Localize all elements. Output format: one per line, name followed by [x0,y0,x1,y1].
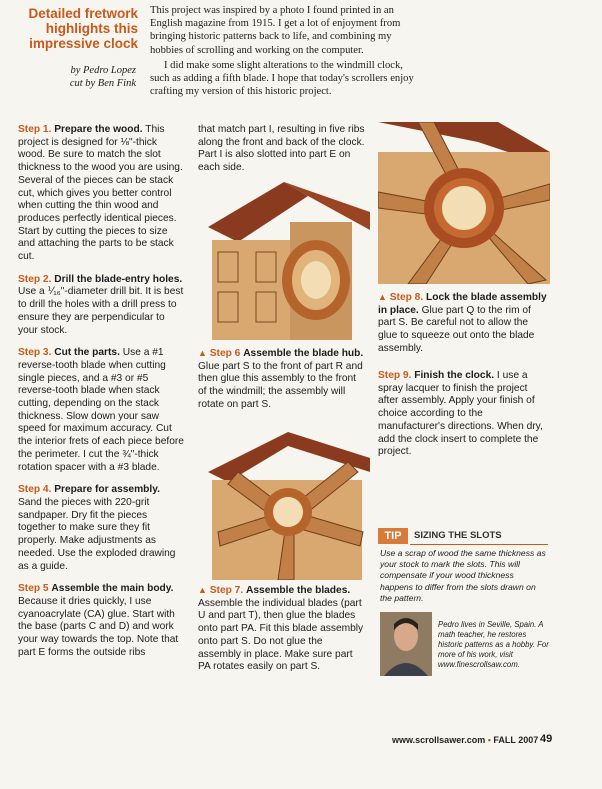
step-5-continued: that match part I, resulting in five ribs along the front and back of the clock. Part I is also slotted into part E on each side. [198,124,365,174]
footer-issue: FALL 2007 [493,735,539,745]
clock-hub-illustration [198,182,370,342]
author-photo [380,612,432,676]
step-2: Step 2. Drill the blade-entry holes. Use a ⅟₁₆"-diameter drill bit. It is best to drill the holes with a drill press to ensure they are perpendicular to your stock. [18,273,184,336]
footer-separator: • [487,735,491,745]
byline-cut: cut by Ben Fink [69,78,136,89]
byline-author: by Pedro Lopez [70,65,136,76]
clock-blades-illustration [198,432,370,580]
author-bio: Pedro lives in Seville, Spain. A math teacher, he restores historic patterns as a hobby. For more of his work, visit www.finescrollsaw.com. [438,620,549,669]
step-1: Step 1. Prepare the wood. This project is designed for ⅛"-thick wood. Be sure to match the slot thickness to the wood you are using. Several of the pieces can be stack cut, which gives you better control when cutting the thin wood and produces perfectly identical pieces. Start by cutting the pieces to size and attaching the parts to be stack cut. [18,124,183,263]
photo-blade-hub [198,182,370,342]
arrow-up-icon: ▲ [198,585,207,595]
avatar [380,612,432,676]
photo-blade-lock [378,122,550,284]
byline [20,64,136,90]
column-left [18,124,186,669]
arrow-up-icon: ▲ [198,348,207,358]
step-3: Step 3. Cut the parts. Use a #1 reverse-tooth blade when cutting single pieces, and a #3 or #5 reverse-tooth blade when stack cutting, depending on the stack thickness. Slow down your saw speed for maximum accuracy. Cut the interior frets of each piece before the perimeter. I cut the ¾"-thick rotation spacer with a #3 blade. [18,347,184,473]
tip-title: SIZING THE SLOTS [414,530,502,541]
photo-blades [198,432,370,580]
step-6: ▲ Step 6 Assemble the blade hub. Glue part S to the front of part R and then glue this assembly to the front of the windmill; the assembly will rotate on part S. [198,348,364,410]
intro-paragraph: This project was inspired by a photo I found printed in an English magazine from 1915. I get a lot of enjoyment from bringing historic patterns back to life, and combining my hobbies of scrolling and working on the computer. [150,5,401,56]
intro-text [150,4,420,100]
article-title: Detailed fretwork highlights this impressive clock [28,6,138,51]
step-5: Step 5 Assemble the main body. Because it dries quickly, I use cyanoacrylate (CA) glue. Start with the base (parts C and D) and work your way towards the top. Note that part E forms the outside ribs [18,583,179,658]
footer [392,735,538,745]
tip-divider [410,544,548,545]
tip-label: TIP [378,528,408,544]
page-number: 49 [540,733,553,745]
footer-site: www.scrollsawer.com [392,735,486,745]
clock-lock-illustration [378,122,550,284]
step-8: ▲ Step 8. Lock the blade assembly in place. Glue part Q to the rim of part S. Be careful not to allow the glue to squeeze out onto the blade assembly. [378,292,547,354]
intro-paragraph: I did make some slight alterations to the windmill clock, such as adding a fifth blade. I hope that today's scrollers enjoy crafting my version of this historic project. [150,59,414,98]
tip-body: Use a scrap of wood the same thickness as your stock to mark the slots. This will compensate if your wood thickness happens to differ from the slots drawn on the pattern. [380,548,546,603]
step-9: Step 9. Finish the clock. I use a spray lacquer to finish the project after assembly. Apply your finish of choice according to the manufacturer's directions. When dry, add the clock insert to complete the project. [378,370,543,458]
step-7: ▲ Step 7. Assemble the blades. Assemble the individual blades (part U and part T), then glue the blades onto part PA. Fit this blade assembly onto part S. Do not glue the assembly in place. Make sure part PA rotates easily on part S. [198,585,364,673]
arrow-up-icon: ▲ [378,292,387,302]
step-4: Step 4. Prepare for assembly. Sand the pieces with 220-grit sandpaper. Dry fit the pieces together to make sure they fit properly. Make adjustments as needed. Use the exploded drawing as a guide. [18,484,176,572]
